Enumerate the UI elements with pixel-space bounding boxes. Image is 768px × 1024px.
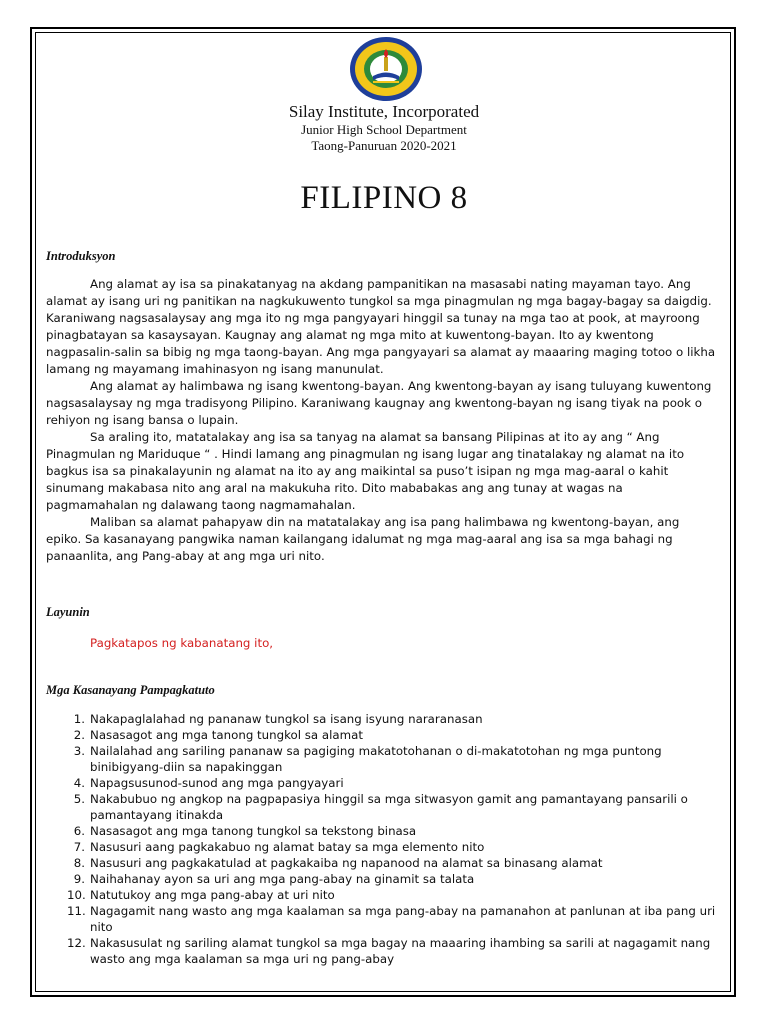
list-item-number: 10. [67,888,86,902]
kasanayan-heading [46,682,718,699]
list-item-text: Nasasagot ang mga tanong tungkol sa tekstong binasa [90,824,417,838]
school-name: Silay Institute, Incorporated [288,102,480,121]
list-item [46,791,722,823]
layunin-text: Pagkatapos ng kabanatang ito, [90,636,274,650]
intro-heading-text: Introduksyon [46,249,116,263]
list-item-text: Nasusuri ang pagkakatulad at pagkakaiba ng napanood na alamat sa binasang alamat [90,856,603,870]
intro-paragraph: Sa araling ito, matatalakay ang isa sa tanyag na alamat sa bansang Pilipinas at ito ay ang “ Ang Pinagmulan ng Mariduque “ . Hindi lamang ang pinagmulan ng isang lugar ang tinatalakay ng alamat na ito bagkus isa sa pinakalayunin ng alamat na ito ay ang maikintal sa puso’t isipan ng mga mag-aaral o kahit sinumang makabasa nito ang aral na makukuha rito. Dito mababakas ang ang tunay at wagas na pagmamahalan ng dalawang taong nagmamahalan. [46,430,685,512]
intro-paragraph: Ang alamat ay halimbawa ng isang kwentong-bayan. Ang kwentong-bayan ay isang tuluyang kuwentong nagsasalaysay ng mga tradisyong Pilipino. Karaniwang kaugnay ang kwentong-bayan ng isang tiyak na pook o rehiyon ng isang bansa o lupain. [46,379,712,427]
list-item-text: Nailalahad ang sariling pananaw sa pagiging makatotohanan o di-makatotohan ng mga puntong binibigyang-diin sa napakinggan [90,744,662,774]
list-item-text: Nakabubuo ng angkop na pagpapasiya hinggil sa mga sitwasyon gamit ang pamantayang pansarili o pamantayang itinakda [90,792,688,822]
list-item-text: Natutukoy ang mga pang-abay at uri nito [90,888,335,902]
kasanayan-heading-text: Mga Kasanayang Pampagkatuto [46,683,215,697]
list-item-number: 4. [73,776,85,790]
list-item [46,935,722,967]
school-year: Taong-Panuruan 2020-2021 [311,138,457,153]
list-item [46,855,722,871]
list-item [46,903,722,935]
list-item-number: 11. [67,904,86,918]
list-item-number: 2. [73,728,85,742]
list-item-text: Napagsusunod-sunod ang mga pangyayari [90,776,344,790]
list-item-text: Nasusuri aang pagkakabuo ng alamat batay sa mga elemento nito [90,840,485,854]
list-item-number: 1. [73,712,85,726]
list-item [46,887,722,903]
list-item-number: 8. [73,856,85,870]
subject-title: FILIPINO 8 [300,180,468,216]
list-item [46,743,722,775]
list-item-text: Nakapaglalahad ng pananaw tungkol sa isang isyung nararanasan [90,712,483,726]
list-item-number: 3. [73,744,85,758]
layunin-heading-text: Layunin [46,605,90,619]
list-item [46,711,722,727]
school-seal-logo [349,36,423,102]
list-item [46,823,722,839]
list-item-text: Nakasusulat ng sariling alamat tungkol sa mga bagay na maaaring ihambing sa sarili at nagagamit nang wasto ang mga kaalaman sa mga uri ng pang-abay [90,936,711,966]
list-item [46,775,722,791]
list-item-text: Nagagamit nang wasto ang mga kaalaman sa mga pang-abay na pamanahon at panlunan at iba pang uri nito [90,904,716,934]
list-item-text: Nasasagot ang mga tanong tungkol sa alamat [90,728,363,742]
kasanayan-list [46,711,722,967]
list-item-number: 5. [73,792,85,806]
department-name: Junior High School Department [301,122,467,137]
intro-heading [46,248,718,265]
list-item-number: 6. [73,824,85,838]
intro-paragraph: Maliban sa alamat pahapyaw din na matatalakay ang isa pang halimbawa ng kwentong-bayan, ang epiko. Sa kasanayang pangwika naman kailangang idalumat ng mga mag-aaral ang isa sa mga bahagi ng panaanlita, ang Pang-abay at ang mga uri nito. [46,515,680,563]
layunin-heading [46,604,718,621]
list-item-text: Naihahanay ayon sa uri ang mga pang-abay na ginamit sa talata [90,872,475,886]
intro-body [46,276,718,565]
list-item-number: 12. [67,936,86,950]
list-item-number: 9. [73,872,85,886]
list-item [46,839,722,855]
list-item [46,727,722,743]
list-item [46,871,722,887]
list-item-number: 7. [73,840,85,854]
intro-paragraph: Ang alamat ay isa sa pinakatanyag na akdang pampanitikan na masasabi nating mayaman tayo. Ang alamat ay isang uri ng panitikan na nagkukuwento tungkol sa mga pinagmulan ng mga bagay-bagay sa daigdig. Karaniwang nagsasalaysay ang mga ito ng mga pangyayari hinggil sa tunay na mga tao at pook, at mayroong pinagbatayan sa kasaysayan. Kaugnay ang alamat ng mga mito at kuwentong-bayan. Ito ay kwentong nagpasalin-salin sa bibig ng mga taong-bayan. Ang mga pangyayari sa alamat ay maaaring maging totoo o likha lamang ng mayamang imahinasyon ng isang manunulat. [46,277,716,376]
